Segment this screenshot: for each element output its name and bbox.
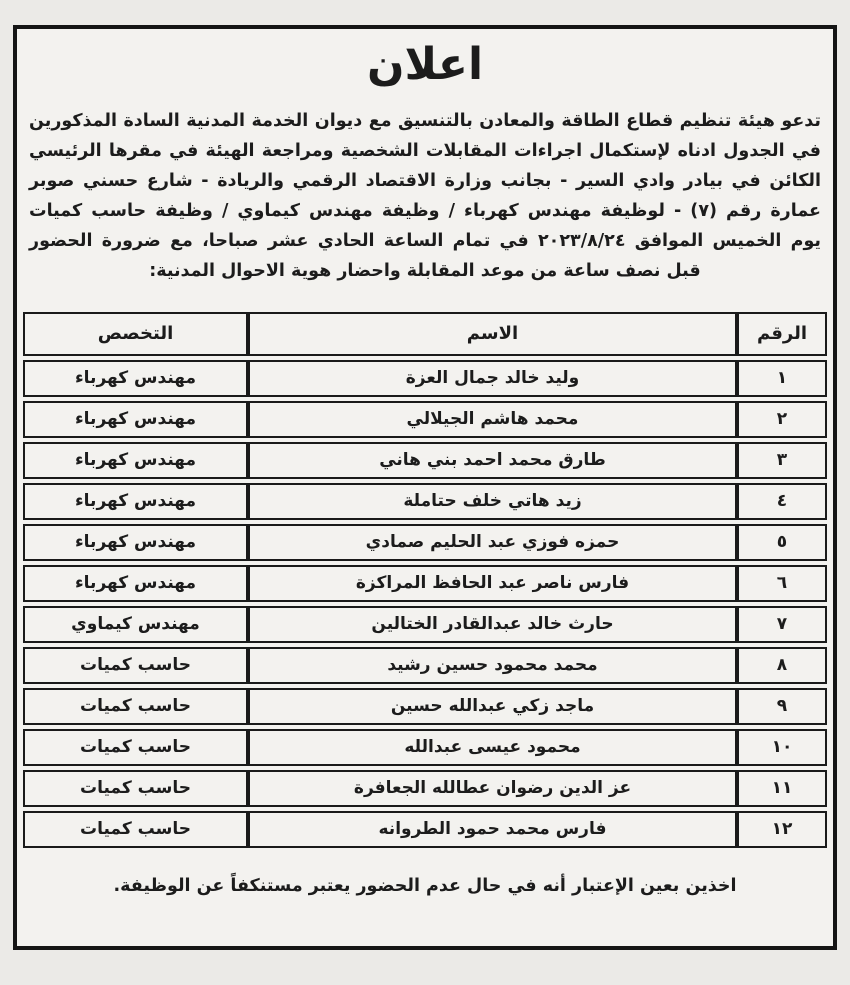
row-name: محمد محمود حسين رشيد	[248, 647, 737, 684]
table-row	[23, 524, 827, 561]
intro-paragraph	[29, 106, 821, 286]
row-number: ١٠	[737, 729, 827, 766]
column-header-specialty: التخصص	[23, 312, 248, 356]
row-specialty: مهندس كهرباء	[23, 401, 248, 438]
table-row	[23, 401, 827, 438]
row-specialty: مهندس كهرباء	[23, 360, 248, 397]
table-row	[23, 688, 827, 725]
row-number: ١	[737, 360, 827, 397]
row-name: فارس ناصر عبد الحافظ المراكزة	[248, 565, 737, 602]
row-number: ٣	[737, 442, 827, 479]
row-name: حمزه فوزي عبد الحليم صمادي	[248, 524, 737, 561]
table-row	[23, 483, 827, 520]
table-row	[23, 647, 827, 684]
row-specialty: مهندس كيماوي	[23, 606, 248, 643]
row-specialty: مهندس كهرباء	[23, 565, 248, 602]
row-number: ٥	[737, 524, 827, 561]
row-specialty: حاسب كميات	[23, 811, 248, 848]
row-name: ماجد زكي عبدالله حسين	[248, 688, 737, 725]
row-name: فارس محمد حمود الطروانه	[248, 811, 737, 848]
table-row	[23, 811, 827, 848]
footer-note: اخذين بعين الإعتبار أنه في حال عدم الحضور يعتبر مستنكفاً عن الوظيفة.	[113, 875, 737, 896]
intro-line: يوم الخميس الموافق ٢٠٢٣/٨/٢٤ في تمام الساعة الحادي عشر صباحا، مع ضرورة الحضور	[29, 230, 821, 251]
row-specialty: مهندس كهرباء	[23, 442, 248, 479]
table-body	[23, 360, 827, 848]
row-name: طارق محمد احمد بني هاني	[248, 442, 737, 479]
column-header-number: الرقم	[737, 312, 827, 356]
candidates-table	[23, 308, 827, 852]
table-row	[23, 360, 827, 397]
row-number: ٨	[737, 647, 827, 684]
row-number: ٩	[737, 688, 827, 725]
row-number: ١١	[737, 770, 827, 807]
row-name: محمود عيسى عبدالله	[248, 729, 737, 766]
row-specialty: حاسب كميات	[23, 729, 248, 766]
row-specialty: حاسب كميات	[23, 688, 248, 725]
announcement-border-frame	[13, 25, 837, 950]
row-number: ١٢	[737, 811, 827, 848]
intro-line: قبل نصف ساعة من موعد المقابلة واحضار هوية الاحوال المدنية:	[149, 260, 701, 281]
row-specialty: مهندس كهرباء	[23, 483, 248, 520]
row-number: ٧	[737, 606, 827, 643]
table-row	[23, 770, 827, 807]
page-title: اعلان	[366, 39, 484, 90]
column-header-name: الاسم	[248, 312, 737, 356]
row-specialty: حاسب كميات	[23, 647, 248, 684]
row-name: حارث خالد عبدالقادر الختالين	[248, 606, 737, 643]
intro-line: عمارة رقم (٧) - لوظيفة مهندس كهرباء / وظيفة مهندس كيماوي / وظيفة حاسب كميات	[29, 200, 822, 221]
row-name: وليد خالد جمال العزة	[248, 360, 737, 397]
table-row	[23, 565, 827, 602]
row-number: ٤	[737, 483, 827, 520]
row-number: ٢	[737, 401, 827, 438]
table-row	[23, 729, 827, 766]
row-specialty: مهندس كهرباء	[23, 524, 248, 561]
intro-line: تدعو هيئة تنظيم قطاع الطاقة والمعادن بالتنسيق مع ديوان الخدمة المدنية السادة المذكورين	[29, 110, 821, 131]
table-row	[23, 442, 827, 479]
intro-line: الكائن في بيادر وادي السير - بجانب وزارة الاقتصاد الرقمي والريادة - شارع حسني صوبر	[29, 170, 821, 191]
table-header-row	[23, 312, 827, 356]
row-name: عز الدين رضوان عطالله الجعافرة	[248, 770, 737, 807]
row-specialty: حاسب كميات	[23, 770, 248, 807]
row-name: زيد هاتي خلف حتاملة	[248, 483, 737, 520]
intro-line: في الجدول ادناه لإستكمال اجراءات المقابلات الشخصية ومراجعة الهيئة في مقرها الرئيسي	[29, 140, 821, 161]
row-number: ٦	[737, 565, 827, 602]
row-name: محمد هاشم الجيلالي	[248, 401, 737, 438]
table-row	[23, 606, 827, 643]
